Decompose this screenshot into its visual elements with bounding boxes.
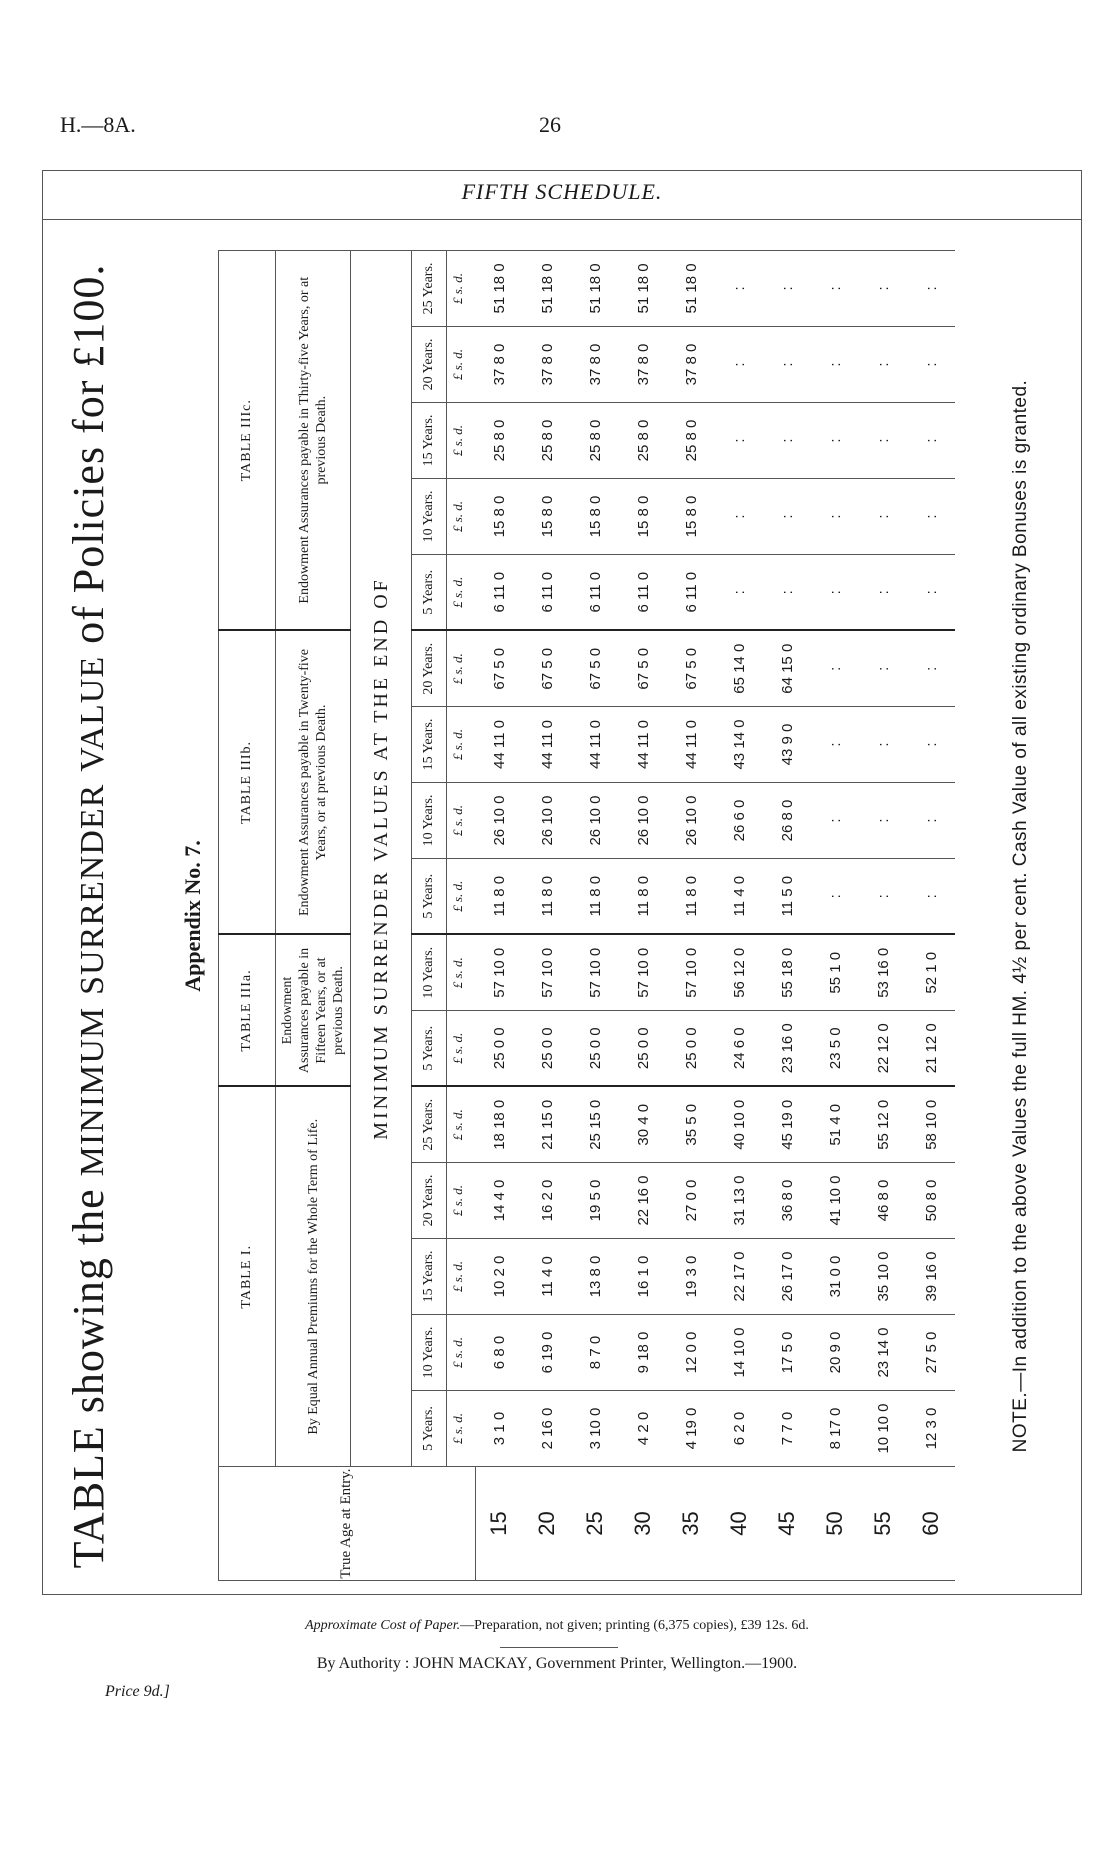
year-column-header: 25 Years. [412,1087,447,1163]
appendix-label: Appendix No. 7. [180,840,205,992]
surrender-value-cell: : [907,402,955,478]
surrender-value-cell: 26 8 0 [763,783,811,859]
surrender-value-cell: 44 11 0 [619,707,667,783]
table-row [667,250,715,1580]
surrender-value-cell: 19 3 0 [667,1239,715,1315]
currency-unit-label: £ s. d. [447,630,470,706]
year-column-header: 20 Years. [412,630,447,706]
currency-unit-label: £ s. d. [447,859,470,935]
surrender-value-cell: 11 8 0 [667,859,715,935]
table-row [571,250,619,1580]
surrender-value-cell: 35 10 0 [859,1239,907,1315]
surrender-value-cell: 13 8 0 [571,1239,619,1315]
surrender-value-cell: 15 8 0 [475,478,523,554]
authority-suffix: , Government Printer, Wellington.—1900. [527,1655,798,1672]
surrender-value-cell: : [859,250,907,326]
age-cell: 30 [619,1467,667,1581]
surrender-value-cell: 12 3 0 [907,1391,955,1467]
surrender-value-cell: 51 18 0 [667,250,715,326]
surrender-value-cell: : [811,630,859,706]
surrender-value-cell: 52 1 0 [907,935,955,1011]
surrender-value-cell: 44 11 0 [475,707,523,783]
surrender-value-cell: : [907,783,955,859]
surrender-value-cell: 51 18 0 [523,250,571,326]
surrender-value-cell: : [859,326,907,402]
surrender-value-cell: : [859,630,907,706]
year-column-header: 5 Years. [412,1011,447,1087]
surrender-value-cell: : [859,402,907,478]
surrender-value-cell: 53 16 0 [859,935,907,1011]
surrender-value-cell: 67 5 0 [523,630,571,706]
age-cell: 25 [571,1467,619,1581]
year-column-header: 20 Years. [412,326,447,402]
surrender-value-cell: 26 10 0 [619,783,667,859]
table-row [763,250,811,1580]
surrender-value-table [218,250,955,1581]
surrender-value-cell: 16 1 0 [619,1239,667,1315]
surrender-value-cell: 12 0 0 [667,1315,715,1391]
surrender-value-cell: 58 10 0 [907,1087,955,1163]
currency-unit-label: £ s. d. [447,1011,470,1087]
surrender-value-cell: 57 10 0 [667,935,715,1011]
surrender-value-cell: : [715,250,763,326]
table-group-description: By Equal Annual Premiums for the Whole Term of Life. [276,1087,351,1467]
surrender-value-cell: 26 10 0 [523,783,571,859]
currency-unit-label: £ s. d. [447,1163,470,1239]
surrender-value-cell: : [907,630,955,706]
surrender-value-cell: 56 12 0 [715,935,763,1011]
surrender-value-cell: 39 16 0 [907,1239,955,1315]
surrender-value-cell: 46 8 0 [859,1163,907,1239]
surrender-value-cell: 37 8 0 [619,326,667,402]
surrender-value-cell: 11 4 0 [715,859,763,935]
authority-rule [500,1647,618,1648]
surrender-value-cell: : [859,707,907,783]
surrender-value-cell: 64 15 0 [763,630,811,706]
age-cell: 45 [763,1467,811,1581]
surrender-value-cell: 3 10 0 [571,1391,619,1467]
surrender-value-cell: : [859,554,907,630]
surrender-value-cell: 26 10 0 [571,783,619,859]
surrender-value-cell: 37 8 0 [571,326,619,402]
year-column-header: 10 Years. [412,935,447,1011]
surrender-value-cell: 31 13 0 [715,1163,763,1239]
title-prefix: TABLE showing the [64,1176,113,1569]
surrender-value-cell: 22 16 0 [619,1163,667,1239]
surrender-value-cell: 8 7 0 [571,1315,619,1391]
surrender-value-cell: 35 5 0 [667,1087,715,1163]
currency-unit-label: £ s. d. [447,478,470,554]
surrender-value-cell: 31 0 0 [811,1239,859,1315]
surrender-value-cell: : [763,250,811,326]
year-column-header: 5 Years. [412,859,447,935]
surrender-value-cell: : [859,783,907,859]
surrender-value-cell: 9 18 0 [619,1315,667,1391]
table-row [715,250,763,1580]
surrender-value-cell: 11 8 0 [523,859,571,935]
surrender-value-cell: 17 5 0 [763,1315,811,1391]
surrender-value-cell: 6 11 0 [667,554,715,630]
year-column-header: 15 Years. [412,1239,447,1315]
currency-unit-label: £ s. d. [447,250,470,326]
year-column-header: 20 Years. [412,1163,447,1239]
surrender-value-cell: 19 5 0 [571,1163,619,1239]
surrender-value-cell: : [907,554,955,630]
schedule-divider [43,219,1081,220]
surrender-value-cell: 67 5 0 [475,630,523,706]
surrender-value-cell: 24 6 0 [715,1011,763,1087]
surrender-value-cell: 36 8 0 [763,1163,811,1239]
currency-unit-label: £ s. d. [447,935,470,1011]
surrender-value-cell: 67 5 0 [571,630,619,706]
surrender-value-cell: 44 11 0 [667,707,715,783]
currency-unit-label: £ s. d. [447,402,470,478]
surrender-value-cell: 7 7 0 [763,1391,811,1467]
year-column-header: 15 Years. [412,707,447,783]
table-row [619,250,667,1580]
currency-unit-label: £ s. d. [447,783,470,859]
year-column-header: 15 Years. [412,402,447,478]
bonus-note: NOTE.—In addition to the above Values the full HM. 4½ per cent. Cash Value of all existing ordinary Bonuses is granted. [1010,379,1031,1453]
surrender-value-cell: 51 18 0 [475,250,523,326]
page-header-ref: H.—8A. [60,112,136,137]
surrender-value-cell: 16 2 0 [523,1163,571,1239]
surrender-value-cell: : [811,478,859,554]
surrender-value-cell: 45 19 0 [763,1087,811,1163]
surrender-value-cell: 10 2 0 [475,1239,523,1315]
surrender-value-cell: 8 17 0 [811,1391,859,1467]
surrender-value-cell: 22 17 0 [715,1239,763,1315]
surrender-value-cell: 25 15 0 [571,1087,619,1163]
surrender-value-cell: 14 4 0 [475,1163,523,1239]
minimum-surrender-values-header: MINIMUM SURRENDER VALUES AT THE END OF [351,250,412,1466]
surrender-value-cell: 37 8 0 [475,326,523,402]
table-group-name: TABLE IIIc. [219,250,276,630]
surrender-value-cell: 6 2 0 [715,1391,763,1467]
table-row [859,250,907,1580]
age-cell: 35 [667,1467,715,1581]
surrender-value-cell: 22 12 0 [859,1011,907,1087]
surrender-value-cell: : [907,250,955,326]
surrender-value-cell: 21 15 0 [523,1087,571,1163]
surrender-value-cell: 43 9 0 [763,707,811,783]
surrender-value-cell: 27 5 0 [907,1315,955,1391]
surrender-value-cell: 23 5 0 [811,1011,859,1087]
surrender-value-cell: 6 11 0 [523,554,571,630]
surrender-value-cell: : [811,707,859,783]
authority-prefix: By Authority : [316,1655,414,1672]
surrender-value-cell: 25 0 0 [523,1011,571,1087]
surrender-value-cell: 37 8 0 [667,326,715,402]
surrender-value-cell: 25 8 0 [523,402,571,478]
cost-text: —Preparation, not given; printing (6,375 copies), £39 12s. 6d. [460,1618,809,1633]
surrender-value-cell: 25 0 0 [475,1011,523,1087]
surrender-value-cell: 23 14 0 [859,1315,907,1391]
surrender-value-cell: 30 4 0 [619,1087,667,1163]
surrender-value-cell: 4 19 0 [667,1391,715,1467]
table-title [63,251,114,1581]
surrender-value-cell: : [763,554,811,630]
surrender-value-cell: : [859,859,907,935]
surrender-value-cell: 6 19 0 [523,1315,571,1391]
surrender-value-cell: 57 10 0 [523,935,571,1011]
surrender-value-cell: : [763,402,811,478]
surrender-value-cell: 6 11 0 [619,554,667,630]
surrender-value-cell: 15 8 0 [667,478,715,554]
surrender-value-cell: 20 9 0 [811,1315,859,1391]
surrender-value-cell: 11 8 0 [619,859,667,935]
surrender-value-cell: 25 0 0 [619,1011,667,1087]
surrender-value-cell: 27 0 0 [667,1163,715,1239]
surrender-value-cell: 67 5 0 [619,630,667,706]
printer-name: JOHN MACKAY [413,1655,528,1672]
surrender-value-cell: 26 10 0 [475,783,523,859]
surrender-value-cell: 67 5 0 [667,630,715,706]
surrender-value-cell: : [763,478,811,554]
surrender-value-cell: 14 10 0 [715,1315,763,1391]
surrender-value-cell: : [715,326,763,402]
surrender-value-cell: : [811,402,859,478]
age-cell: 50 [811,1467,859,1581]
surrender-value-cell: 25 8 0 [475,402,523,478]
surrender-value-cell: 25 8 0 [619,402,667,478]
surrender-value-cell: 55 12 0 [859,1087,907,1163]
surrender-value-cell: 11 8 0 [475,859,523,935]
surrender-value-cell: 57 10 0 [619,935,667,1011]
surrender-value-cell: 11 4 0 [523,1239,571,1315]
surrender-value-cell: 6 8 0 [475,1315,523,1391]
surrender-value-cell: 44 11 0 [571,707,619,783]
surrender-value-cell: 43 14 0 [715,707,763,783]
surrender-value-cell: : [811,250,859,326]
cost-of-paper [0,1618,1114,1634]
rotated-table-area [58,251,1072,1581]
currency-unit-label: £ s. d. [447,1391,470,1467]
surrender-value-cell: 26 10 0 [667,783,715,859]
age-cell: 20 [523,1467,571,1581]
title-word-minimum: MINIMUM [74,1006,111,1177]
surrender-value-cell: : [907,707,955,783]
surrender-value-cell: 51 18 0 [619,250,667,326]
year-column-header: 10 Years. [412,783,447,859]
age-cell: 15 [475,1467,523,1581]
surrender-value-cell: 51 18 0 [571,250,619,326]
surrender-value-cell: 44 11 0 [523,707,571,783]
currency-unit-label: £ s. d. [447,707,470,783]
surrender-value-cell: 11 8 0 [571,859,619,935]
schedule-frame [42,170,1082,1595]
surrender-value-cell: : [859,478,907,554]
page-number: 26 [539,112,561,137]
surrender-value-cell: 37 8 0 [523,326,571,402]
surrender-value-cell: 51 4 0 [811,1087,859,1163]
surrender-value-cell: 50 8 0 [907,1163,955,1239]
table-group-name: TABLE I. [219,1087,276,1467]
surrender-value-cell: : [811,859,859,935]
title-word-surrender: SURRENDER [74,783,111,995]
table-row [811,250,859,1580]
surrender-value-cell: 21 12 0 [907,1011,955,1087]
surrender-value-cell: 6 11 0 [475,554,523,630]
table-row [475,250,523,1580]
cost-label: Approximate Cost of Paper. [305,1618,461,1633]
surrender-value-cell: : [811,326,859,402]
age-cell: 55 [859,1467,907,1581]
surrender-value-cell: : [715,554,763,630]
surrender-value-cell: 18 18 0 [475,1087,523,1163]
surrender-value-cell: 55 1 0 [811,935,859,1011]
surrender-value-cell: 2 16 0 [523,1391,571,1467]
surrender-value-cell: 25 0 0 [667,1011,715,1087]
table-row [907,250,955,1580]
surrender-value-cell: 23 16 0 [763,1011,811,1087]
year-column-header: 10 Years. [412,478,447,554]
surrender-value-cell: : [907,478,955,554]
year-column-header: 5 Years. [412,554,447,630]
age-cell: 40 [715,1467,763,1581]
surrender-value-cell: 25 0 0 [571,1011,619,1087]
surrender-value-cell: 26 6 0 [715,783,763,859]
title-suffix: of Policies for £100. [64,263,113,656]
table-group-name: TABLE IIIb. [219,630,276,934]
price-label: Price 9d.] [105,1683,170,1700]
surrender-value-cell: 41 10 0 [811,1163,859,1239]
year-column-header: 25 Years. [412,250,447,326]
surrender-value-cell: : [811,554,859,630]
currency-unit-label: £ s. d. [447,1239,470,1315]
year-column-header: 5 Years. [412,1391,447,1467]
surrender-value-cell: 25 8 0 [571,402,619,478]
surrender-value-cell: 15 8 0 [523,478,571,554]
table-group-name: TABLE IIIa. [219,935,276,1087]
surrender-value-cell: 57 10 0 [475,935,523,1011]
surrender-value-cell: 57 10 0 [571,935,619,1011]
table-group-description: Endowment Assurances payable in Fifteen Years, or at previous Death. [276,935,351,1087]
year-column-header: 10 Years. [412,1315,447,1391]
currency-unit-label: £ s. d. [447,554,470,630]
table-row [523,250,571,1580]
surrender-value-cell: 3 1 0 [475,1391,523,1467]
schedule-title: FIFTH SCHEDULE. [461,179,663,204]
surrender-value-cell: 25 8 0 [667,402,715,478]
title-word-value: VALUE [74,655,111,772]
age-cell: 60 [907,1467,955,1581]
surrender-value-cell: 55 18 0 [763,935,811,1011]
surrender-value-cell: : [715,402,763,478]
surrender-value-cell: 6 11 0 [571,554,619,630]
currency-unit-label: £ s. d. [447,326,470,402]
surrender-value-cell: 15 8 0 [571,478,619,554]
surrender-value-cell: 11 5 0 [763,859,811,935]
age-at-entry-header: True Age at Entry. [219,1467,476,1581]
surrender-value-cell: : [763,326,811,402]
table-group-description: Endowment Assurances payable in Twenty-five Years, or at previous Death. [276,630,351,934]
currency-unit-label: £ s. d. [447,1315,470,1391]
table-group-description: Endowment Assurances payable in Thirty-five Years, or at previous Death. [276,250,351,630]
surrender-value-cell: 10 10 0 [859,1391,907,1467]
surrender-value-cell: 4 2 0 [619,1391,667,1467]
surrender-value-cell: 40 10 0 [715,1087,763,1163]
currency-unit-label: £ s. d. [447,1087,470,1163]
surrender-value-cell: : [907,859,955,935]
surrender-value-cell: : [907,326,955,402]
surrender-value-cell: : [811,783,859,859]
surrender-value-cell: : [715,478,763,554]
surrender-value-cell: 15 8 0 [619,478,667,554]
authority-line [0,1655,1114,1673]
surrender-value-cell: 65 14 0 [715,630,763,706]
surrender-value-cell: 26 17 0 [763,1239,811,1315]
